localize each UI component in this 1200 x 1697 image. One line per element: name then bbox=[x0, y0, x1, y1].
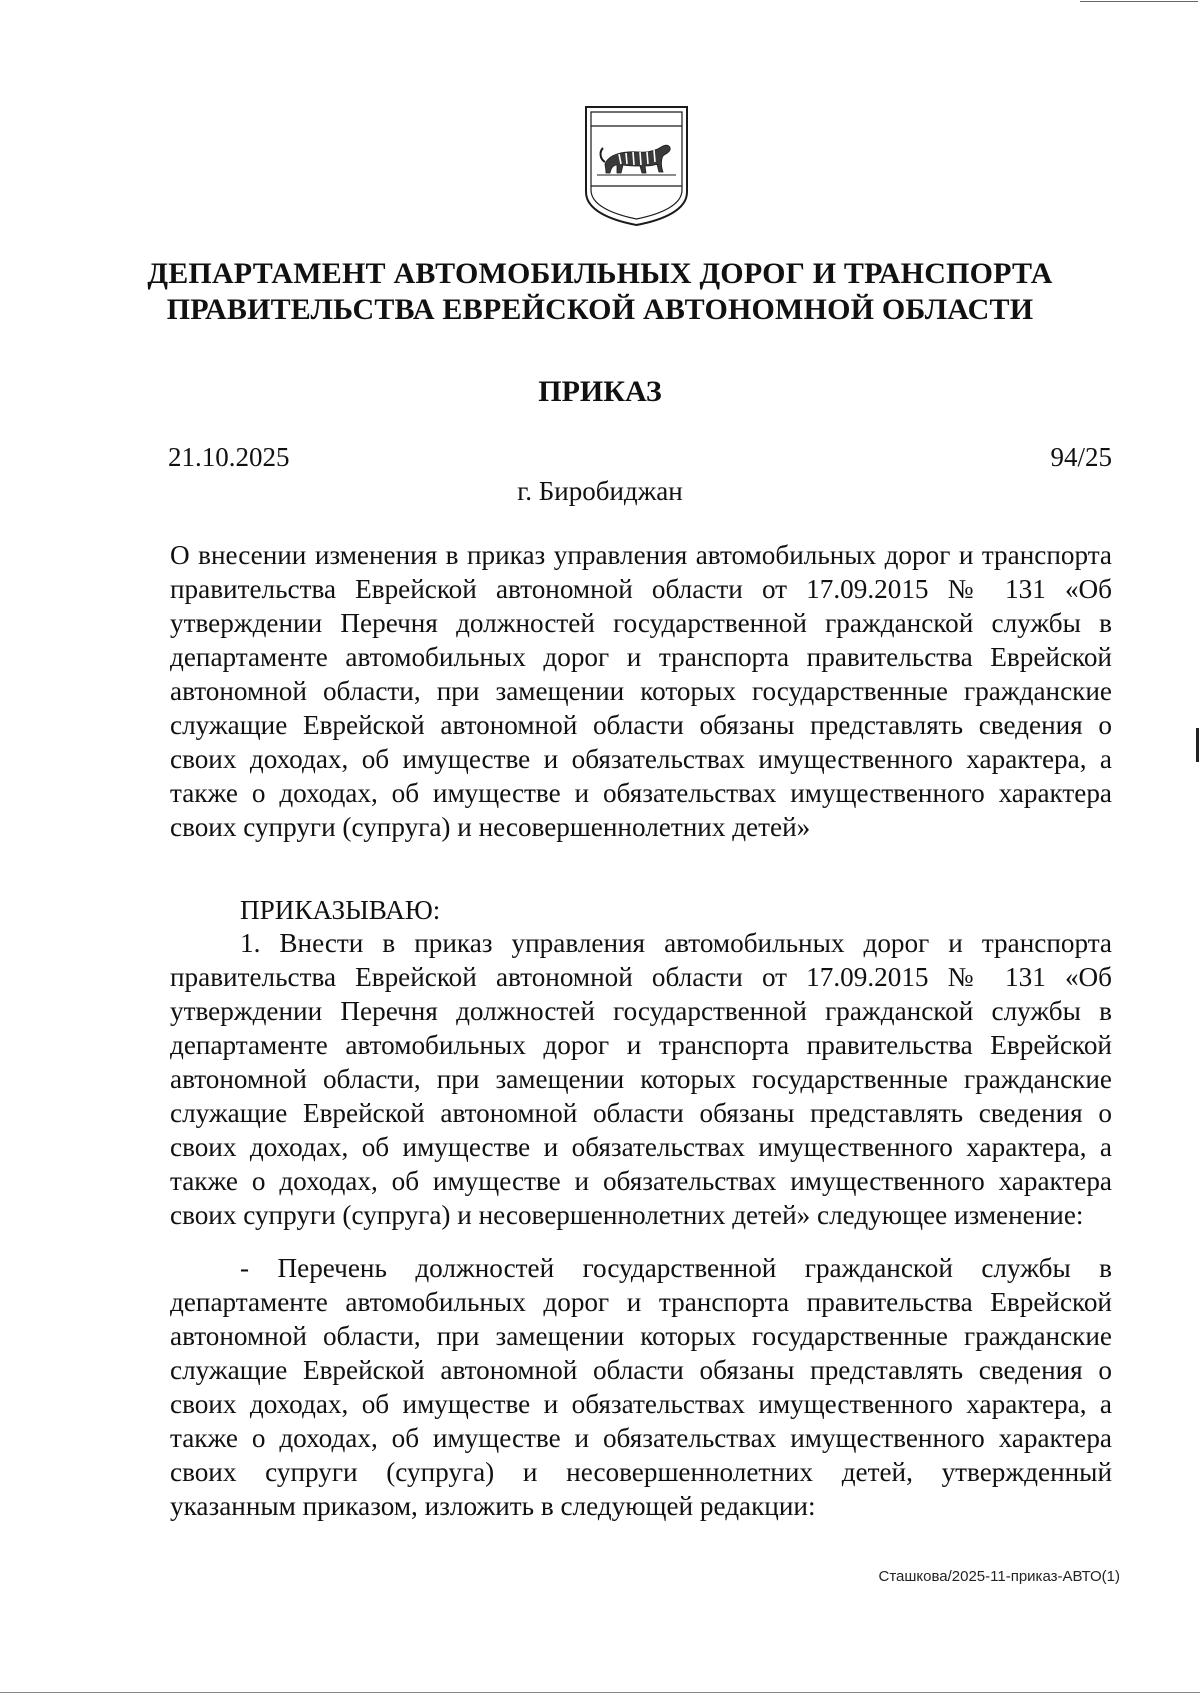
order-item-1: 1. Внести в приказ управления автомобильных дорог и транспорта правительства Еврейской автономной области от 17.09.2015 № 131 «Об утверждении Перечня должностей государственной гражданской службы в департаменте автомобильных дорог и транспорта правительства Еврейской автономной области, при замещении которых государственные гражданские служащие Еврейской автономной области обязаны представлять сведения о своих доходах, об имуществе и обязательствах имущественного характера, а также о доходах, об имуществе и обязательствах имущественного характера своих супруги (супруга) и несовершеннолетних детей» следующее изменение: bbox=[170, 928, 1112, 1230]
organization-name-line1: ДЕПАРТАМЕНТ АВТОМОБИЛЬНЫХ ДОРОГ И ТРАНСПОРТА bbox=[147, 257, 1053, 290]
scan-edge-mark bbox=[1196, 728, 1199, 762]
footer-file-code: Сташкова/2025-11-приказ-АВТО(1) bbox=[878, 1568, 1120, 1585]
document-date: 21.10.2025 bbox=[168, 442, 290, 472]
order-item-2: - Перечень должностей государственной гражданской службы в департаменте автомобильных дорог и транспорта правительства Еврейской автономной области, при замещении которых государственные гражданские служащие Еврейской автономной области обязаны представлять сведения о своих доходах, об имуществе и обязательствах имущественного характера, а также о доходах, об имуществе и обязательствах имущественного характера своих супруги (супруга) и несовершеннолетних детей, утвержденный указанным приказом, изложить в следующей редакции: bbox=[170, 1253, 1112, 1521]
order-heading: ПРИКАЗЫВАЮ: bbox=[240, 895, 441, 925]
organization-header bbox=[140, 256, 1060, 328]
document-subject: О внесении изменения в приказ управления автомобильных дорог и транспорта правительства Еврейской автономной области от 17.09.2015 № 131 «Об утверждении Перечня должностей государственной гражданской службы в департаменте автомобильных дорог и транспорта правительства Еврейской автономной области, при замещении которых государственные гражданские служащие Еврейской автономной области обязаны представлять сведения о своих доходах, об имуществе и обязательствах имущественного характера, а также о доходах, об имуществе и обязательствах имущественного характера своих супруги (супруга) и несовершеннолетних детей» bbox=[170, 540, 1112, 842]
document-number: 94/25 bbox=[1050, 442, 1112, 472]
coat-of-arms-tiger-icon bbox=[583, 104, 690, 227]
scan-edge-mark bbox=[1080, 1, 1198, 2]
scan-edge-mark bbox=[0, 1692, 1200, 1693]
document-type-title: ПРИКАЗ bbox=[538, 375, 662, 408]
document-city: г. Биробиджан bbox=[517, 476, 683, 506]
organization-name-line2: ПРАВИТЕЛЬСТВА ЕВРЕЙСКОЙ АВТОНОМНОЙ ОБЛАСТИ bbox=[166, 293, 1034, 326]
